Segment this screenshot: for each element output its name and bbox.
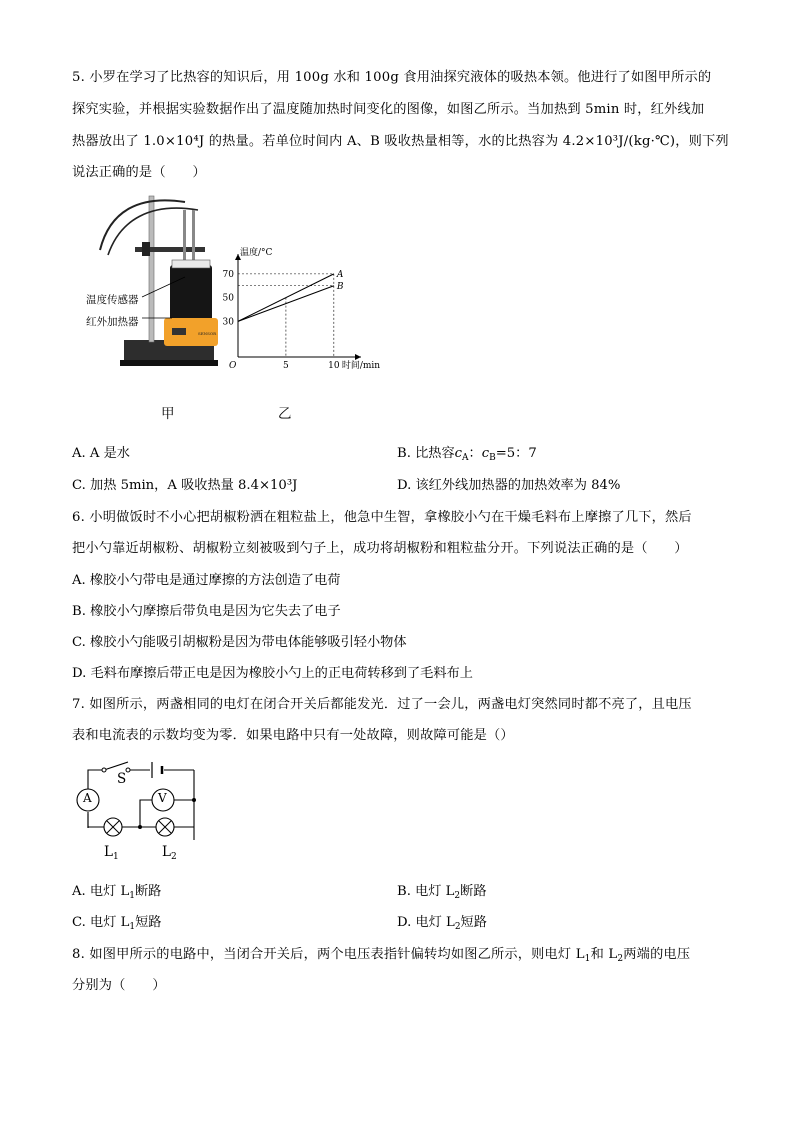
q7-option-d-sub: 2 bbox=[454, 922, 461, 932]
q7-option-b-sub: 2 bbox=[454, 891, 461, 901]
q7-line-2: 表和电流表的示数均变为零．如果电路中只有一处故障，则故障可能是（） bbox=[72, 728, 514, 743]
q7-option-b bbox=[397, 880, 487, 901]
q5-option-c: C. 加热 5min，A 吸收热量 8.4×10³J bbox=[72, 478, 298, 493]
lamp-l2-symbol bbox=[156, 818, 174, 836]
series-b-label: B bbox=[336, 281, 344, 292]
q8-line-1-pre: 8. 如图甲所示的电路中，当闭合开关后，两个电压表指针偏转均如图乙所示，则电灯 L bbox=[72, 947, 585, 962]
q7-option-c-pre: C. 电灯 L bbox=[72, 915, 130, 930]
q6-line-1: 6. 小明做饭时不小心把胡椒粉洒在粗粒盐上，他急中生智，拿橡胶小勺在干燥毛料布上摩擦了几下，然后 bbox=[72, 510, 692, 525]
voltmeter-label: V bbox=[158, 791, 167, 805]
y-axis-title: 温度/°C bbox=[240, 248, 273, 258]
series-a-label: A bbox=[336, 269, 344, 280]
q7-option-d-pre: D. 电灯 L bbox=[397, 915, 455, 930]
q6-option-d: D. 毛料布摩擦后带正电是因为橡胶小勺上的正电荷转移到了毛料布上 bbox=[72, 666, 473, 681]
q6-option-c: C. 橡胶小勺能吸引胡椒粉是因为带电体能够吸引轻小物体 bbox=[72, 635, 407, 650]
q7-option-c-post: 短路 bbox=[135, 915, 162, 930]
y-tick-30: 30 bbox=[222, 317, 234, 328]
lamp-l2-sub: 2 bbox=[170, 852, 177, 862]
y-tick-70: 70 bbox=[222, 269, 234, 280]
q8-line-1-sub-1: 1 bbox=[584, 954, 591, 964]
q8-line-1-post: 两端的电压 bbox=[623, 947, 691, 962]
apparatus-figure bbox=[80, 190, 220, 375]
x-tick-10: 10 bbox=[328, 361, 340, 371]
q5-line-4: 说法正确的是（ ） bbox=[72, 165, 206, 180]
lamp-l2-label bbox=[162, 844, 177, 862]
circuit-diagram bbox=[70, 756, 210, 866]
q7-option-a-sub: 1 bbox=[129, 891, 135, 901]
q5-option-b-colon: ： bbox=[468, 446, 482, 461]
sensor-label: 温度传感器 bbox=[86, 294, 139, 306]
lamp-l1-label bbox=[104, 844, 119, 862]
svg-text:SENSOR: SENSOR bbox=[198, 331, 217, 336]
x-tick-5: 5 bbox=[283, 361, 289, 371]
q7-option-d bbox=[397, 911, 487, 932]
q7-option-a-pre: A. 电灯 L bbox=[72, 884, 130, 899]
q5-option-d: D. 该红外线加热器的加热效率为 84% bbox=[397, 478, 621, 493]
ammeter-label: A bbox=[83, 791, 92, 805]
q5-option-b-sub-a: A bbox=[462, 453, 469, 463]
y-tick-50: 50 bbox=[222, 293, 234, 304]
lamp-l1-symbol bbox=[104, 818, 122, 836]
lamp-l2-letter: L bbox=[162, 844, 171, 860]
q8-line-1-sub-2: 2 bbox=[617, 954, 624, 964]
q6-option-a: A. 橡胶小勺带电是通过摩擦的方法创造了电荷 bbox=[72, 573, 341, 588]
q5-option-b-cb: c bbox=[481, 446, 490, 461]
q7-option-a bbox=[72, 880, 161, 901]
q7-option-b-pre: B. 电灯 L bbox=[397, 884, 455, 899]
q6-line-2: 把小勺靠近胡椒粉、胡椒粉立刻被吸到勺子上，成功将胡椒粉和粗粒盐分开。下列说法正确的是（ ） bbox=[72, 541, 688, 556]
q7-line-1: 7. 如图所示，两盏相同的电灯在闭合开关后都能发光．过了一会儿，两盏电灯突然同时都不亮了，且电压 bbox=[72, 697, 692, 712]
q7-option-c-sub: 1 bbox=[129, 922, 136, 932]
q7-option-b-post: 断路 bbox=[460, 884, 487, 899]
q5-option-b-tail: =5：7 bbox=[495, 446, 537, 461]
q5-line-3: 热器放出了 1.0×10⁴J 的热量。若单位时间内 A、B 吸收热量相等，水的比热容为 4.2×10³J/(kg·℃)，则下列 bbox=[72, 134, 729, 149]
x-axis-arrow bbox=[355, 354, 361, 360]
q5-option-b bbox=[397, 442, 537, 463]
q8-line-1 bbox=[72, 943, 690, 964]
q6-option-b: B. 橡胶小勺摩擦后带负电是因为它失去了电子 bbox=[72, 604, 341, 619]
switch-label: S bbox=[117, 771, 127, 787]
q8-line-2: 分别为（ ） bbox=[72, 978, 166, 993]
origin-label: O bbox=[229, 361, 237, 371]
lamp-l1-sub: 1 bbox=[112, 852, 119, 862]
temperature-chart bbox=[220, 245, 381, 380]
series-b-line bbox=[238, 286, 334, 322]
q5-option-b-sub-b: B bbox=[489, 453, 496, 463]
x-axis-title: 时间/min bbox=[341, 361, 381, 371]
q8-line-1-mid: 和 L bbox=[590, 947, 618, 962]
figure-yi-caption: 乙 bbox=[278, 406, 292, 422]
q5-option-a: A. A 是水 bbox=[72, 446, 130, 461]
heater-label: 红外加热器 bbox=[86, 316, 139, 328]
q5-line-2: 探究实验，并根据实验数据作出了温度随加热时间变化的图像，如图乙所示。当加热到 5min 时，红外线加 bbox=[72, 102, 705, 117]
lamp-l1-letter: L bbox=[104, 844, 113, 860]
q5-option-b-ca: c bbox=[454, 446, 463, 461]
q7-option-d-post: 短路 bbox=[460, 915, 487, 930]
q5-line-1: 5. 小罗在学习了比热容的知识后，用 100g 水和 100g 食用油探究液体的吸热本领。他进行了如图甲所示的 bbox=[72, 70, 712, 85]
q5-option-b-prefix: B. 比热容 bbox=[397, 446, 455, 461]
q7-option-c bbox=[72, 911, 161, 932]
q7-option-a-post: 断路 bbox=[134, 884, 162, 899]
figure-jia-caption: 甲 bbox=[161, 406, 175, 422]
